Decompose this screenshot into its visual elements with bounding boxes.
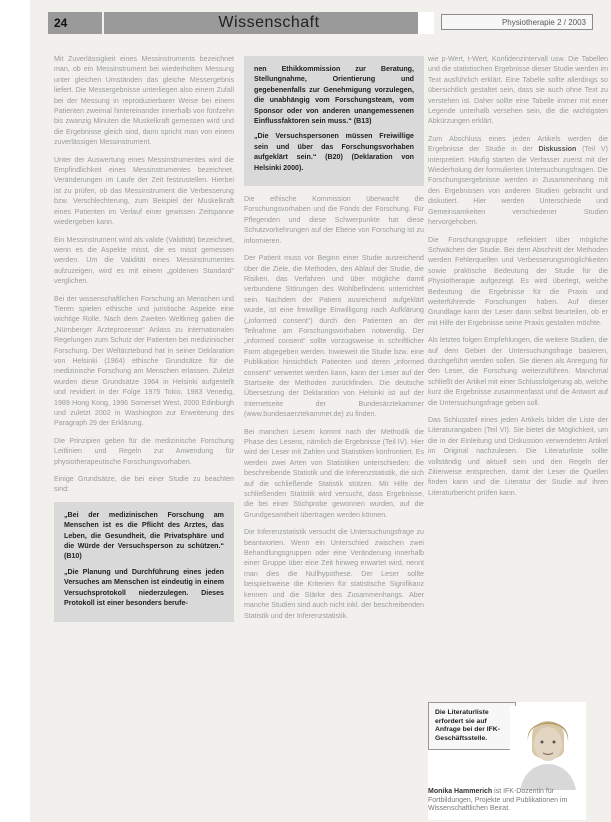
- paragraph: DIe Prinzipien geben für die medizinische Forschung Leitlinien und Regeln zur Anwendung für physiotherapeutische Forschungsvorhaben.: [54, 436, 234, 466]
- paragraph: Bei manchen Lesern kommt nach der Methodik die Phase des Lesens, nämlich die Ergebnisse (Teil IV). Hier wird der Leser mit Zahlen und Statistiken konfrontiert. Es werden zwei Arten von Statistiken unterschieden: die beschreibende Statistik und die Inferenzstatistik, die sich auf die schließende Statistik stützen. Mit Hilfe der schließenden Statistik wird versucht, dass Ergebnisse, die bei einer Stichprobe gewonnen wurden, auf die Grundgesamtheit übertragen werden können.: [244, 427, 424, 519]
- text-column-1: [54, 54, 234, 630]
- author-portrait: [510, 706, 586, 790]
- keyword-bold: Diskussion: [538, 145, 577, 154]
- quote-text: „Die Planung und Durchführung eines jeden Versuches am Menschen ist eindeutig in einem Versuchsprotokoll niederzulegen. Dieses Protokoll ist einer besonders berufe-: [64, 567, 224, 608]
- paragraph-rest: (Teil V) interpretiert. Häufig starten die Verfasser zuerst mit der Wiederholung der formulierten Untersuchungsfragen. Die Forschungsergebnisse werden in Zusammenhang mit den Ergebnissen von anderen Studien gebracht und diskutiert. Hier werden Unterschiede und Gemeinsamkeiten verschiedener Studien hervorgehoben.: [428, 145, 608, 227]
- author-description: ist IFK-Dozentin für Fortbildungen, Projekte und Publikationen im Wissenschaftlichen Beirat.: [428, 788, 568, 813]
- paragraph: Ein Messinstrument wird als valide (Validität) bezeichnet, wenn es die Aspekte misst, die es misst gemessen werden. Um die Validität eines Messinstrumentes aufzuzeigen, wird es mit einem „goldenen Standard“ verglichen.: [54, 235, 234, 286]
- section-banner: [104, 12, 434, 34]
- section-title: Wissenschaft: [218, 14, 320, 31]
- paragraph: Unter der Auswertung eines Messinstrumentes wird die Empfindlichkeit eines Messinstrumentes bezeichnet. Veränderungen im Laufe der Zeit festzustellen. Hierbei ist zu prüfen, ob das Messinstrument die Verbesserung bzw. Verschlechterung, zum Beispiel der Muskelkraft eines Patienten im Verlauf einer gewissen Zeitspanne wiedergeben kann.: [54, 155, 234, 227]
- paragraph-lead: Zum Abschluss eines jeden Artikels werden die Ergebnisse der Studie in der: [428, 134, 608, 154]
- paragraph: wie p-Wert, t-Wert, Konfidenzintervall usw. Die Tabellen und die statistischen Ergebnisse dieser Studie werden im Text ausführlich erklärt. Eine Tabelle sollte allerdings so übersichtlich gestaltet sein, dass sie auch ohne Text zu verstehen ist. Daher sollte eine Tabelle immer mit einer Legende unterhalb versehen sein, die die wichtigsten Abkürzungen erklärt.: [428, 55, 608, 126]
- author-box: [428, 702, 586, 820]
- text-column-2: [244, 56, 424, 628]
- author-name: Monika Hammerich: [428, 788, 493, 795]
- paragraph: Das Schlussteil eines jeden Artikels bildet die Liste der Literaturangaben (Teil VI). Sie bietet die Möglichkeit, um die in der Einleitung und Diskussion verwendeten Artikel im Original nachzulesen. Die Literaturliste sollte vollständig und aktuell sein und den Regeln der Zitierweise entsprechen, damit der Leser die Quellen finden kann und die Literatur der Studie auf ihren Literaturbericht prüfen kann.: [428, 416, 608, 497]
- paragraph: Als letztes folgen Empfehlungen, die weitere Studien, die auf dem Gebiet der Untersuchungsfrage basieren, durchgeführt werden sollen. Sie dienen als Anregung für den Leser, die Forschung weiterzuführen. Manchmal schließt der Artikel mit einer Schlussfolgerung ab, welche kurz die Ergebnisse zusammenfasst und die Antwort auf die Untersuchungsfrage geben soll.: [428, 336, 608, 407]
- paragraph: Mit Zuverlässigkeit eines Messinstruments bezeichnet man, ob ein Messinstrument bei wiederholten Messung unter gleichen Umständen das gleiche Messergebnis liefert. Die Messergebnisse unterliegen also einem Zufall bei der Messung in reproduzierbarer Weise bei einem Patienten zweimal hintereinander innerhalb von fünfzehn bis zwanzig Minuten die Muskelkraft gemessen wird und die Ergebnisse gleich sind, dann spricht man von einem zuverlässigen Messinstrument.: [54, 55, 234, 147]
- page-number: 24: [48, 12, 102, 34]
- paragraph: Einige Grundsätze, die bei einer Studie zu beachten sind:: [54, 475, 234, 494]
- quote-box: [54, 502, 234, 622]
- quote-text: „Die Versuchspersonen müssen Freiwillige sein und über das Forschungsvorhaben aufgeklärt sein.“ (B20) (Deklaration von Helsinki 2000).: [254, 132, 414, 172]
- paragraph: Die Forschungsgruppe reflektiert über mögliche Schwächen der Studie. Bei dem Abschnitt der Methoden werden Fehlerquellen und Verbesserungsmöglichkeiten sowie praktische Bedeutung der Studie für die Physiotherapie aufgezeigt. Es wird überlegt, welche Bedeutung die Ergebnisse für die Praxis und weiterführende Forschungen haben. Auf dieser Grundlage kann der Leser dann selbst beurteilen, ob er mit Hilfe der Ergebnisse seine Praxis gestalten möchte.: [428, 235, 608, 327]
- literature-callout: Die Literaturliste erfordert sie auf Anfrage bei der IFK-Geschäftsstelle.: [428, 702, 516, 750]
- quote-text: „Bei der medizinischen Forschung am Menschen ist es die Pflicht des Arztes, das Leben, die Gesundheit, die Privatsphäre und die Würde der Versuchsperson zu schützen.“ (B10): [64, 510, 224, 561]
- quote-box-continued: [244, 56, 424, 186]
- quote-text: nen Ethikkommission zur Beratung, Stellungnahme, Orientierung und gegebenenfalls zur Genehmigung vorzulegen, die unabhängig vom Forschungsteam, vom Sponsor oder von anderen unangemessenen Einflussfaktoren sein muss.“ (B13): [254, 65, 414, 126]
- paragraph: Die ethische Kommission überwacht die Forschungsvorhaben und die Fonds der Forschung. Für Pflegenden und diese Schwerpunkte hat diese Schutzvorkehrungen auf der Ebene von Forschung ist zu informieren.: [244, 195, 424, 245]
- text-column-3: [428, 54, 608, 505]
- author-caption: [428, 788, 586, 814]
- paragraph: Die Inferenzstatistik versucht die Untersuchungsfrage zu beantworten. Wenn ein Unterschied zwischen zwei Behandlungsgruppen oder eine Veränderung innerhalb einer Gruppe über eine Zeit hinweg erwartet wird, nennt man dies die Nullhypothese. Der Leser sollte beispielsweise die Kriterien für statistische Signifikanz kennen und die Stärke des Zusammenhangs. Aber manche Studien sind auch nicht inkl. der beschreibenden Statistik und der Inferenzstatistik.: [244, 528, 424, 620]
- issue-label: Physiotherapie 2 / 2003: [441, 14, 593, 30]
- page-header: [48, 12, 593, 34]
- paragraph: Bei der wissenschaftlichen Forschung an Menschen und Tieren spielen ethische und juristische Aspekte eine wichtige Rolle. Nach dem Zweiten Weltkrieg gaben die „Nürnberger Ärzteprozesse“ Anlass zu internationalen Regelungen zum Schutz der Patienten bei medizinischer Forschung. Der Weltärztebund hat in seiner Deklaration von Helsinki (1964) ethische Grundsätze für die medizinische Forschung am Menschen erlassen. Zuletzt wurden diese Grundsätze 1964 in Helsinki aufgestellt und revidiert in der Folge 1975 Tokio, 1983 Venedig, 1989 Hong Kong, 1996 Somerset West, 2000 Edinburgh und zuletzt 2002 in Washington zur Erweiterung des Paragraph 29 der Erklärung.: [54, 294, 234, 428]
- paragraph: Der Patient muss vor Beginn einer Studie ausreichend über die Ziele, die Methoden, den Ablauf der Studie, die Risiken, das Verfahren und über mögliche damit verbundene Störungen des Wohlbefindens unterrichtet sein. Nachdem der Patient ausreichend aufgeklärt wurde, ist eine freiwillige Einwilligung nach Aufklärung („informed consent“) durch den Patienten an der Teilnahme am Forschungsvorhaben notwendig. Der „informed consent“ sollte vorzugsweise in schriftlicher Form abgegeben werden. Inwieweit die Studie bzw. eine Publikation hinsichtlich Patienten und deren „informed consent“ verwertet werden kann, kann der Leser auf der Startseite der Methoden zurückfinden. Die deutsche Übersetzung der Deklaration von Helsinki ist auf der Internetseite der Bundesärztekammer (www.bundesaerztekammer.de) zu finden.: [244, 254, 424, 419]
- paragraph: [428, 134, 608, 228]
